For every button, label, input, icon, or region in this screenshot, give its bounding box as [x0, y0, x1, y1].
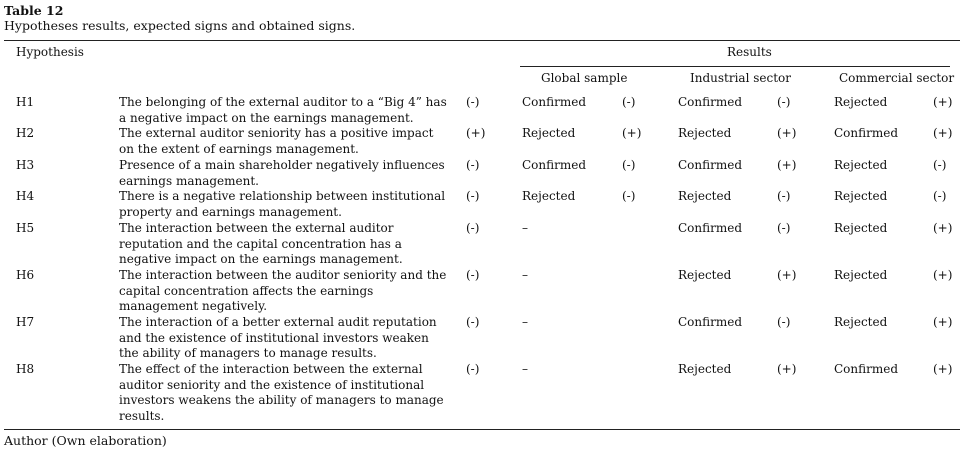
cell-commercial-sign: (-) [933, 189, 947, 203]
cell-commercial-sign: (+) [933, 95, 953, 109]
cell-commercial-sign: (+) [933, 221, 953, 235]
cell-hypothesis-id: H3 [16, 158, 35, 172]
cell-commercial-result: Rejected [834, 221, 888, 235]
cell-global-result: – [522, 362, 528, 376]
cell-commercial-result: Confirmed [834, 362, 899, 376]
cell-industrial-result: Confirmed [678, 221, 743, 235]
cell-global-result: – [522, 268, 528, 282]
cell-industrial-result: Rejected [678, 362, 732, 376]
header-hypothesis: Hypothesis [16, 45, 84, 59]
cell-industrial-sign: (+) [777, 158, 797, 172]
header-commercial-sector: Commercial sector [839, 71, 955, 85]
cell-global-sign: (-) [622, 189, 636, 203]
cell-expected-sign: (+) [466, 126, 486, 140]
table-caption: Hypotheses results, expected signs and obtained signs. [4, 18, 356, 33]
cell-description: The interaction of a better external audit reputation and the existence of institutional investors weaken the ability of managers to manage results. [119, 315, 437, 360]
cell-industrial-result: Rejected [678, 189, 732, 203]
cell-industrial-sign: (-) [777, 315, 791, 329]
cell-commercial-result: Rejected [834, 268, 888, 282]
cell-description: The external auditor seniority has a positive impact on the extent of earnings management. [119, 126, 434, 156]
table-footnote: Author (Own elaboration) [4, 433, 167, 448]
cell-expected-sign: (-) [466, 221, 480, 235]
cell-hypothesis-id: H4 [16, 189, 35, 203]
cell-expected-sign: (-) [466, 362, 480, 376]
bottom-rule [4, 429, 960, 430]
cell-commercial-result: Rejected [834, 315, 888, 329]
cell-description: There is a negative relationship between institutional property and earnings management. [119, 189, 446, 219]
cell-commercial-sign: (-) [933, 158, 947, 172]
cell-industrial-result: Rejected [678, 268, 732, 282]
cell-industrial-sign: (+) [777, 268, 797, 282]
cell-description: The effect of the interaction between the external auditor seniority and the existence of institutional investors weakens the ability of managers to manage results. [119, 362, 444, 423]
header-global-sample: Global sample [541, 71, 628, 85]
cell-expected-sign: (-) [466, 315, 480, 329]
cell-industrial-result: Confirmed [678, 315, 743, 329]
cell-expected-sign: (-) [466, 158, 480, 172]
cell-commercial-sign: (+) [933, 268, 953, 282]
cell-expected-sign: (-) [466, 189, 480, 203]
cell-commercial-sign: (+) [933, 315, 953, 329]
cell-industrial-sign: (-) [777, 189, 791, 203]
cell-expected-sign: (-) [466, 95, 480, 109]
cell-description: The interaction between the auditor seniority and the capital concentration affects the earnings management negatively. [119, 268, 447, 313]
cell-description: The belonging of the external auditor to a “Big 4” has a negative impact on the earnings management. [119, 95, 447, 125]
cell-global-result: Rejected [522, 189, 576, 203]
cell-hypothesis-id: H7 [16, 315, 35, 329]
cell-hypothesis-id: H2 [16, 126, 35, 140]
cell-industrial-sign: (+) [777, 126, 797, 140]
cell-commercial-sign: (+) [933, 126, 953, 140]
cell-commercial-result: Rejected [834, 95, 888, 109]
table-title: Table 12 [4, 3, 64, 18]
results-subrule [520, 66, 950, 67]
cell-commercial-result: Confirmed [834, 126, 899, 140]
cell-hypothesis-id: H6 [16, 268, 35, 282]
cell-global-result: – [522, 315, 528, 329]
cell-global-result: Confirmed [522, 158, 587, 172]
cell-expected-sign: (-) [466, 268, 480, 282]
top-rule [4, 40, 960, 41]
cell-industrial-sign: (-) [777, 95, 791, 109]
cell-description: The interaction between the external auditor reputation and the capital concentration has a negative impact on the earnings management. [119, 221, 403, 266]
cell-global-sign: (-) [622, 95, 636, 109]
cell-hypothesis-id: H8 [16, 362, 35, 376]
cell-industrial-result: Confirmed [678, 95, 743, 109]
cell-global-sign: (-) [622, 158, 636, 172]
cell-industrial-result: Confirmed [678, 158, 743, 172]
cell-commercial-sign: (+) [933, 362, 953, 376]
cell-global-result: – [522, 221, 528, 235]
cell-global-result: Confirmed [522, 95, 587, 109]
cell-industrial-sign: (+) [777, 362, 797, 376]
header-industrial-sector: Industrial sector [690, 71, 792, 85]
cell-industrial-result: Rejected [678, 126, 732, 140]
cell-commercial-result: Rejected [834, 189, 888, 203]
header-results: Results [727, 45, 772, 59]
cell-hypothesis-id: H1 [16, 95, 35, 109]
cell-description: Presence of a main shareholder negatively influences earnings management. [119, 158, 445, 188]
cell-industrial-sign: (-) [777, 221, 791, 235]
cell-global-sign: (+) [622, 126, 642, 140]
cell-hypothesis-id: H5 [16, 221, 35, 235]
cell-commercial-result: Rejected [834, 158, 888, 172]
cell-global-result: Rejected [522, 126, 576, 140]
